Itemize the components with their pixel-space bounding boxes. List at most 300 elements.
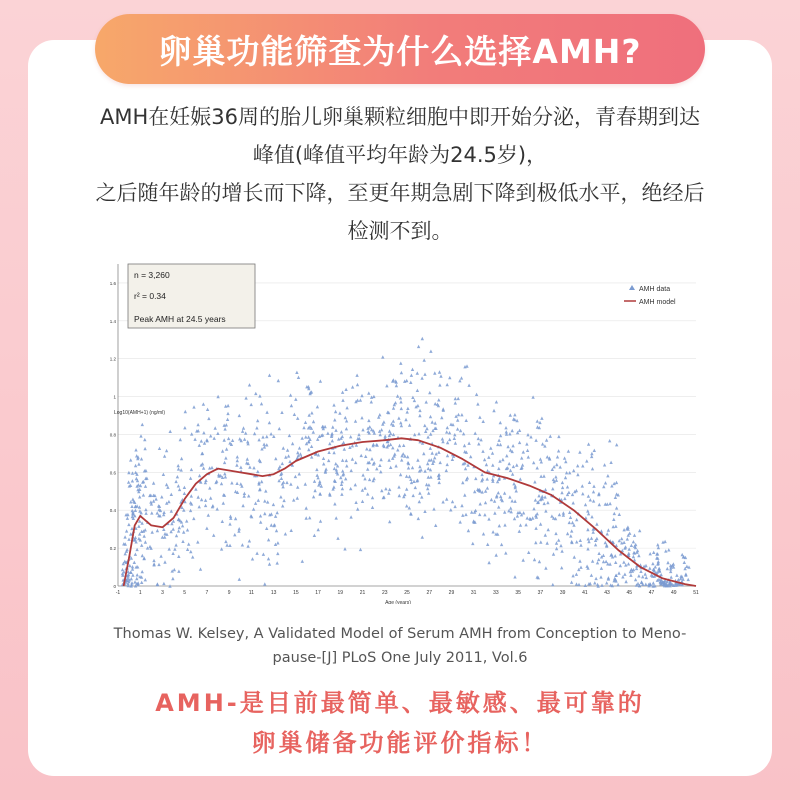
- data-point: [591, 467, 594, 470]
- data-point: [431, 451, 434, 454]
- data-point: [632, 555, 635, 558]
- data-point: [370, 457, 373, 460]
- data-point: [298, 446, 301, 449]
- data-point: [200, 498, 203, 501]
- y-tick-label: 1.6: [109, 280, 116, 286]
- data-point: [361, 473, 364, 476]
- data-point: [607, 528, 610, 531]
- data-point: [354, 419, 357, 422]
- data-point: [536, 466, 539, 469]
- data-point: [174, 543, 177, 546]
- data-point: [406, 455, 409, 458]
- data-point: [349, 515, 352, 518]
- x-tick-label: 41: [582, 590, 588, 596]
- data-point: [513, 413, 516, 416]
- data-point: [389, 466, 392, 469]
- data-point: [480, 473, 483, 476]
- data-point: [471, 542, 474, 545]
- data-point: [493, 499, 496, 502]
- data-point: [368, 448, 371, 451]
- data-point: [627, 552, 630, 555]
- data-point: [282, 499, 285, 502]
- data-point: [224, 475, 227, 478]
- data-point: [438, 383, 441, 386]
- data-point: [454, 441, 457, 444]
- data-point: [327, 459, 330, 462]
- data-point: [179, 438, 182, 441]
- data-point: [612, 525, 615, 528]
- data-point: [289, 482, 292, 485]
- data-point: [284, 532, 287, 535]
- data-point: [387, 458, 390, 461]
- data-point: [446, 454, 449, 457]
- data-point: [130, 577, 133, 580]
- data-point: [133, 561, 136, 564]
- data-point: [259, 514, 262, 517]
- data-point: [619, 564, 622, 567]
- data-point: [350, 469, 353, 472]
- data-point: [167, 500, 170, 503]
- data-point: [183, 492, 186, 495]
- data-point: [135, 577, 138, 580]
- data-point: [152, 559, 155, 562]
- data-point: [272, 435, 275, 438]
- data-point: [125, 529, 128, 532]
- data-point: [521, 463, 524, 466]
- data-point: [285, 481, 288, 484]
- data-point: [341, 487, 344, 490]
- data-point: [174, 480, 177, 483]
- data-point: [670, 575, 673, 578]
- data-point: [410, 374, 413, 377]
- data-point: [156, 582, 159, 585]
- data-point: [575, 489, 578, 492]
- data-point: [581, 492, 584, 495]
- data-point: [345, 464, 348, 467]
- data-point: [620, 537, 623, 540]
- data-point: [363, 477, 366, 480]
- data-point: [359, 398, 362, 401]
- data-point: [566, 485, 569, 488]
- data-point: [461, 481, 464, 484]
- data-point: [308, 516, 311, 519]
- data-point: [600, 584, 603, 587]
- data-point: [356, 383, 359, 386]
- data-point: [558, 513, 561, 516]
- data-point: [579, 566, 582, 569]
- data-point: [590, 452, 593, 455]
- data-point: [152, 481, 155, 484]
- data-point: [518, 511, 521, 514]
- data-point: [227, 437, 230, 440]
- data-point: [487, 561, 490, 564]
- data-point: [205, 527, 208, 530]
- data-point: [171, 577, 174, 580]
- data-point: [527, 455, 530, 458]
- data-point: [392, 406, 395, 409]
- data-point: [162, 511, 165, 514]
- data-point: [612, 518, 615, 521]
- data-point: [482, 532, 485, 535]
- data-point: [268, 374, 271, 377]
- data-point: [441, 500, 444, 503]
- data-point: [274, 457, 277, 460]
- data-point: [602, 560, 605, 563]
- conclusion-text: [40, 683, 760, 763]
- data-point: [258, 487, 261, 490]
- y-tick-label: 0.4: [109, 508, 116, 514]
- data-point: [437, 451, 440, 454]
- data-point: [518, 429, 521, 432]
- data-point: [448, 431, 451, 434]
- data-point: [685, 565, 688, 568]
- data-point: [158, 447, 161, 450]
- legend-label-model: AMH model: [639, 299, 676, 306]
- data-point: [281, 485, 284, 488]
- data-point: [344, 388, 347, 391]
- data-point: [508, 432, 511, 435]
- data-point: [541, 495, 544, 498]
- data-point: [246, 457, 249, 460]
- data-point: [341, 391, 344, 394]
- data-point: [617, 571, 620, 574]
- citation: [40, 622, 760, 670]
- data-point: [381, 355, 384, 358]
- data-point: [637, 574, 640, 577]
- data-point: [440, 416, 443, 419]
- data-point: [409, 512, 412, 515]
- data-point: [649, 552, 652, 555]
- data-point: [505, 430, 508, 433]
- data-point: [429, 415, 432, 418]
- data-point: [481, 450, 484, 453]
- data-point: [559, 544, 562, 547]
- data-point: [404, 418, 407, 421]
- data-point: [596, 561, 599, 564]
- data-point: [289, 393, 292, 396]
- data-point: [344, 416, 347, 419]
- data-point: [664, 549, 667, 552]
- data-point: [657, 560, 660, 563]
- data-point: [508, 495, 511, 498]
- data-point: [587, 537, 590, 540]
- data-point: [418, 500, 421, 503]
- data-point: [202, 402, 205, 405]
- x-tick-label: 17: [315, 590, 321, 596]
- data-point: [463, 444, 466, 447]
- data-point: [534, 439, 537, 442]
- x-tick-label: 45: [626, 590, 633, 596]
- data-point: [239, 466, 242, 469]
- data-point: [602, 485, 605, 488]
- data-point: [411, 368, 414, 371]
- data-point: [615, 481, 618, 484]
- data-point: [330, 432, 333, 435]
- data-point: [498, 524, 501, 527]
- data-point: [265, 443, 268, 446]
- data-point: [525, 442, 528, 445]
- data-point: [427, 467, 430, 470]
- y-tick-label: 0.2: [109, 546, 116, 552]
- data-point: [633, 534, 636, 537]
- data-point: [331, 439, 334, 442]
- data-point: [586, 547, 589, 550]
- data-point: [474, 477, 477, 480]
- data-point: [290, 404, 293, 407]
- data-point: [569, 516, 572, 519]
- data-point: [438, 370, 441, 373]
- data-point: [356, 507, 359, 510]
- x-tick-label: 5: [183, 590, 187, 596]
- data-point: [367, 391, 370, 394]
- data-point: [479, 502, 482, 505]
- data-point: [222, 501, 225, 504]
- x-tick-label: 37: [537, 590, 544, 596]
- data-point: [624, 580, 627, 583]
- data-point: [448, 438, 451, 441]
- data-point: [250, 403, 253, 406]
- data-point: [366, 492, 369, 495]
- data-point: [459, 429, 462, 432]
- data-point: [527, 551, 530, 554]
- data-point: [492, 409, 495, 412]
- data-point: [638, 529, 641, 532]
- data-point: [333, 467, 336, 470]
- data-point: [304, 421, 307, 424]
- data-point: [360, 454, 363, 457]
- data-point: [159, 554, 162, 557]
- data-point: [274, 515, 277, 518]
- data-point: [252, 466, 255, 469]
- data-point: [405, 475, 408, 478]
- data-point: [349, 435, 352, 438]
- data-point: [498, 459, 501, 462]
- data-point: [238, 437, 241, 440]
- data-point: [585, 459, 588, 462]
- data-point: [571, 574, 574, 577]
- data-point: [656, 543, 659, 546]
- data-point: [141, 554, 144, 557]
- data-point: [177, 555, 180, 558]
- data-point: [575, 573, 578, 576]
- data-point: [225, 447, 228, 450]
- data-point: [446, 463, 449, 466]
- data-point: [604, 560, 607, 563]
- y-axis-label: Log10(AMH+1) (ng/ml): [114, 410, 165, 416]
- data-point: [579, 543, 582, 546]
- data-point: [626, 537, 629, 540]
- data-point: [190, 494, 193, 497]
- data-point: [425, 483, 428, 486]
- data-point: [593, 449, 596, 452]
- data-point: [599, 575, 602, 578]
- data-point: [252, 507, 255, 510]
- data-point: [319, 519, 322, 522]
- data-point: [473, 490, 476, 493]
- data-point: [345, 419, 348, 422]
- legend-triangle-icon: [629, 285, 635, 290]
- data-point: [380, 428, 383, 431]
- data-point: [585, 565, 588, 568]
- data-point: [448, 376, 451, 379]
- data-point: [291, 442, 294, 445]
- data-point: [418, 414, 421, 417]
- data-point: [497, 439, 500, 442]
- data-point: [578, 450, 581, 453]
- data-point: [427, 475, 430, 478]
- data-point: [388, 488, 391, 491]
- data-point: [322, 462, 325, 465]
- data-point: [254, 392, 257, 395]
- data-point: [467, 529, 470, 532]
- data-point: [364, 455, 367, 458]
- data-point: [338, 411, 341, 414]
- data-point: [634, 578, 637, 581]
- data-point: [544, 533, 547, 536]
- data-point: [177, 529, 180, 532]
- data-point: [151, 530, 154, 533]
- data-point: [616, 583, 619, 586]
- data-point: [193, 438, 196, 441]
- data-point: [385, 384, 388, 387]
- data-point: [233, 533, 236, 536]
- data-point: [416, 478, 419, 481]
- data-point: [562, 511, 565, 514]
- data-point: [189, 550, 192, 553]
- data-point: [451, 458, 454, 461]
- data-point: [343, 547, 346, 550]
- data-point: [493, 511, 496, 514]
- data-point: [183, 426, 186, 429]
- data-point: [361, 500, 364, 503]
- data-point: [310, 445, 313, 448]
- data-point: [590, 455, 593, 458]
- data-point: [590, 537, 593, 540]
- data-point: [584, 584, 587, 587]
- data-point: [334, 429, 337, 432]
- data-point: [675, 574, 678, 577]
- data-point: [280, 411, 283, 414]
- data-point: [332, 451, 335, 454]
- data-point: [532, 461, 535, 464]
- data-point: [127, 538, 130, 541]
- data-point: [592, 499, 595, 502]
- data-point: [426, 462, 429, 465]
- citation-line: pause-[J] PLoS One July 2011, Vol.6: [272, 650, 528, 666]
- data-point: [567, 491, 570, 494]
- data-point: [297, 376, 300, 379]
- data-point: [475, 393, 478, 396]
- data-point: [262, 553, 265, 556]
- data-point: [568, 521, 571, 524]
- data-point: [247, 494, 250, 497]
- data-point: [600, 567, 603, 570]
- data-point: [393, 452, 396, 455]
- data-point: [556, 455, 559, 458]
- data-point: [513, 500, 516, 503]
- x-tick-label: 15: [293, 590, 299, 596]
- data-point: [423, 373, 426, 376]
- data-point: [258, 394, 261, 397]
- data-point: [512, 465, 515, 468]
- data-point: [608, 439, 611, 442]
- data-point: [531, 395, 534, 398]
- data-point: [439, 374, 442, 377]
- data-point: [296, 496, 299, 499]
- data-point: [191, 555, 194, 558]
- data-point: [267, 557, 270, 560]
- data-point: [127, 480, 130, 483]
- data-point: [555, 541, 558, 544]
- data-point: [593, 581, 596, 584]
- data-point: [396, 448, 399, 451]
- data-point: [491, 463, 494, 466]
- data-point: [354, 501, 357, 504]
- data-point: [539, 522, 542, 525]
- data-point: [534, 541, 537, 544]
- data-point: [568, 471, 571, 474]
- data-point: [127, 523, 130, 526]
- data-point: [407, 466, 410, 469]
- data-point: [280, 472, 283, 475]
- data-point: [532, 507, 535, 510]
- data-point: [565, 471, 568, 474]
- data-point: [307, 435, 310, 438]
- data-point: [365, 447, 368, 450]
- data-point: [388, 429, 391, 432]
- data-point: [204, 504, 207, 507]
- data-point: [317, 528, 320, 531]
- data-point: [360, 394, 363, 397]
- data-point: [687, 578, 690, 581]
- data-point: [477, 437, 480, 440]
- data-point: [509, 469, 512, 472]
- data-point: [486, 486, 489, 489]
- data-point: [539, 540, 542, 543]
- title-banner: [95, 14, 705, 84]
- data-point: [131, 565, 134, 568]
- data-point: [606, 474, 609, 477]
- conclusion-line: 卵巢储备功能评价指标！: [251, 729, 549, 757]
- data-point: [397, 485, 400, 488]
- data-point: [429, 350, 432, 353]
- x-tick-label: 43: [604, 590, 610, 596]
- data-point: [515, 489, 518, 492]
- data-point: [345, 459, 348, 462]
- intro-line: AMH在妊娠36周的胎儿卵巢颗粒细胞中即开始分泌，青春期到达: [100, 105, 700, 129]
- data-point: [183, 486, 186, 489]
- data-point: [202, 431, 205, 434]
- data-point: [341, 399, 344, 402]
- stats-r2: r² = 0.34: [134, 291, 166, 301]
- data-point: [216, 432, 219, 435]
- stats-peak: Peak AMH at 24.5 years: [134, 314, 226, 324]
- intro-line: 检测不到。: [347, 219, 453, 243]
- data-point: [371, 496, 374, 499]
- data-point: [333, 418, 336, 421]
- data-point: [568, 511, 571, 514]
- data-point: [335, 516, 338, 519]
- data-point: [592, 530, 595, 533]
- data-point: [639, 570, 642, 573]
- data-point: [511, 429, 514, 432]
- data-point: [296, 485, 299, 488]
- data-point: [520, 456, 523, 459]
- data-point: [305, 506, 308, 509]
- data-point: [286, 448, 289, 451]
- data-point: [293, 413, 296, 416]
- data-point: [209, 496, 212, 499]
